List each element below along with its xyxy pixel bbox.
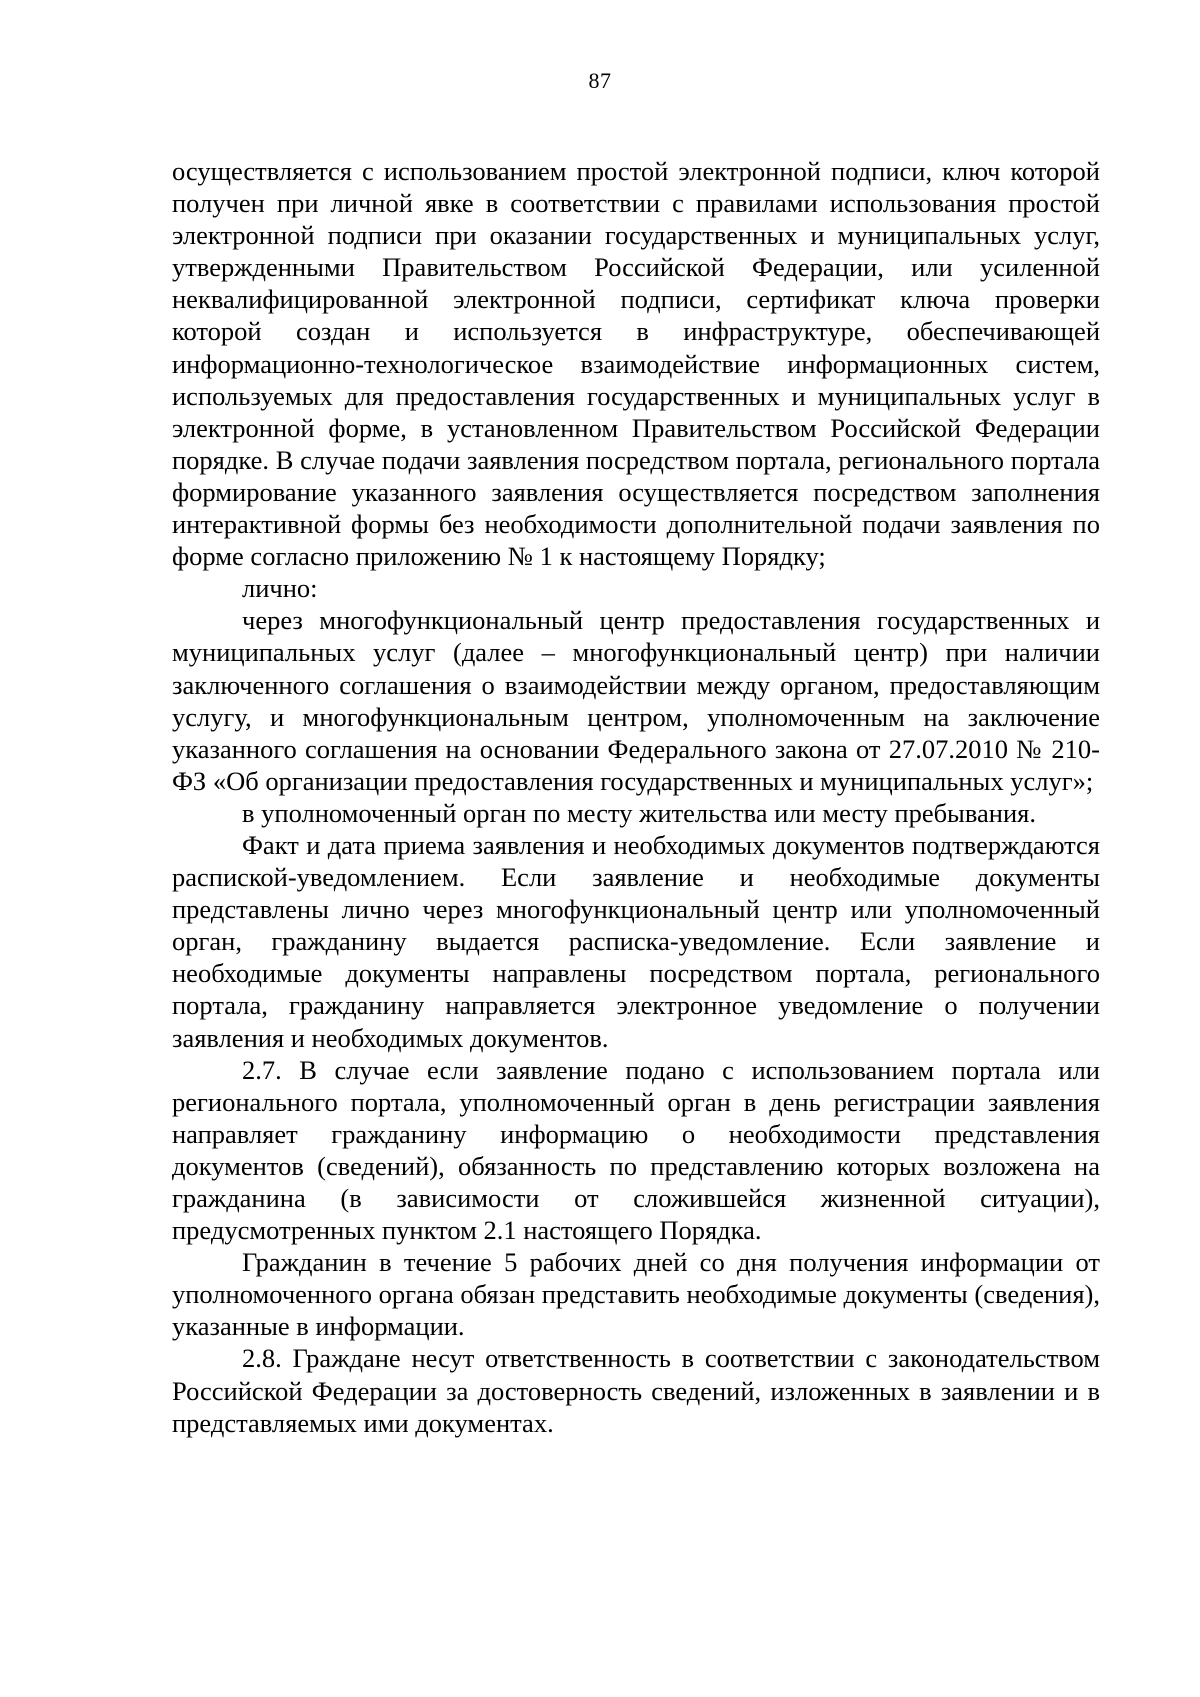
paragraph-receipt-notification: Факт и дата приема заявления и необходимых документов подтверждаются распиской-уведомлением. Если заявление и необходимые документы представлены лично через многофункциональный центр или уполномоченный орган, гражданину выдается расписка-уведомление. Если заявление и необходимые документы направлены посредством портала, регионального портала, гражданину направляется электронное уведомление о получении заявления и необходимых документов.	[172, 829, 1100, 1053]
paragraph-electronic-signature: осуществляется с использованием простой электронной подписи, ключ которой получен при личной явке в соответствии с правилами использования простой электронной подписи при оказании государственных и муниципальных услуг, утвержденными Правительством Российской Федерации, или усиленной неквалифицированной электронной подписи, сертификат ключа проверки которой создан и используется в инфраструктуре, обеспечивающей информационно-технологическое взаимодействие информационных систем, используемых для предоставления государственных и муниципальных услуг в электронной форме, в установленном Правительством Российской Федерации порядке. В случае подачи заявления посредством портала, регионального портала формирование указанного заявления осуществляется посредством заполнения интерактивной формы без необходимости дополнительной подачи заявления по форме согласно приложению № 1 к настоящему Порядку;	[172, 156, 1100, 572]
paragraph-in-person: лично:	[242, 573, 318, 604]
paragraph-multifunctional-center: через многофункциональный центр предоставления государственных и муниципальных услуг (далее – многофункциональный центр) при наличии заключенного соглашения о взаимодействии между органом, предоставляющим услугу, и многофункциональным центром, уполномоченным на заключение указанного соглашения на основании Федерального закона от 27.07.2010 № 210-ФЗ «Об организации предоставления государственных и муниципальных услуг»;	[172, 605, 1100, 796]
paragraph-authorized-body: в уполномоченный орган по месту жительства или месту пребывания.	[242, 797, 1036, 828]
paragraph-section-2-7: 2.7. В случае если заявление подано с использованием портала или регионального портала, уполномоченный орган в день регистрации заявления направляет гражданину информацию о необходимости представления документов (сведений), обязанность по представлению которых возложена на гражданина (в зависимости от сложившейся жизненной ситуации), предусмотренных пунктом 2.1 настоящего Порядка.	[172, 1054, 1100, 1246]
paragraph-citizen-deadline: Гражданин в течение 5 рабочих дней со дня получения информации от уполномоченного органа обязан представить необходимые документы (сведения), указанные в информации.	[172, 1247, 1100, 1342]
page-number: 87	[588, 68, 612, 93]
paragraph-section-2-8: 2.8. Граждане несут ответственность в соответствии с законодательством Российской Федерации за достоверность сведений, изложенных в заявлении и в представляемых ими документах.	[172, 1343, 1100, 1438]
document-body	[172, 155, 1100, 1439]
